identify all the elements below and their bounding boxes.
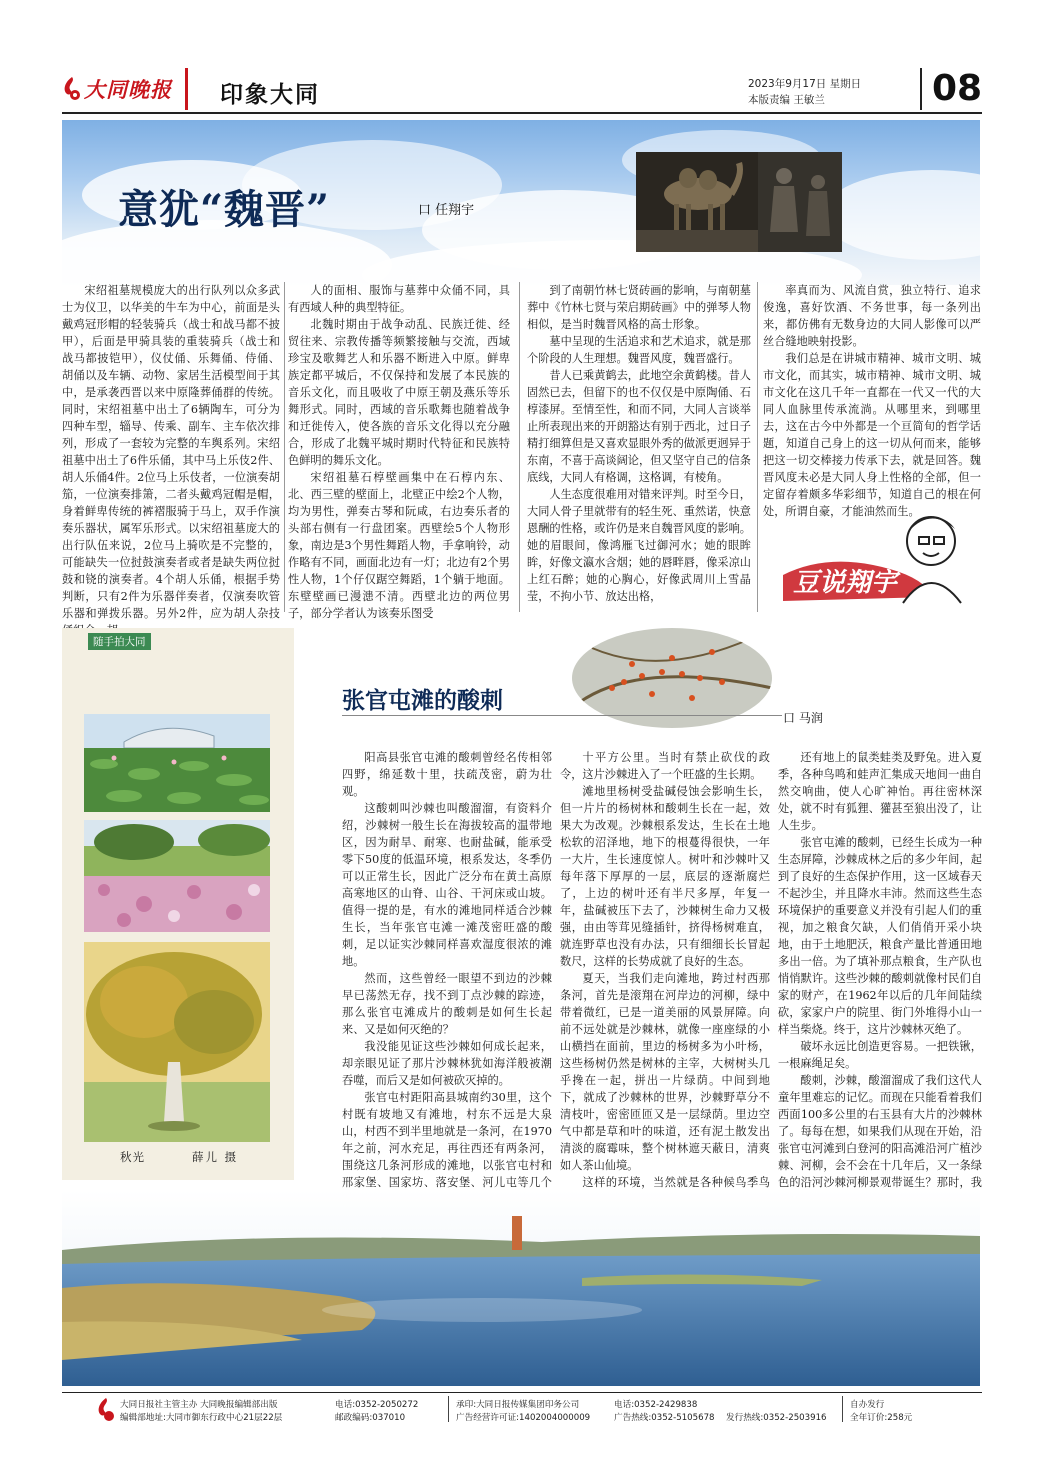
newspaper-logo [62, 70, 180, 108]
header-rule [62, 112, 982, 114]
lake-landscape-photo [62, 1190, 980, 1386]
footer-distribution-phone: 发行热线:0352-2503916 [726, 1413, 827, 1423]
paragraph: 我们总是在讲城市精神、城市文明、城市文化，而其实，城市精神、城市文明、城市文化在这几千年一直都在一代又一代的大同人血脉里传承流淌。从哪里来，到哪里去，这在古今中外都是一个亘简旬的哲学话题，知道自己身上的这一切从何而来，能够把这一切交棒接力传承下去，就是回答。魏晋风度未必是大同人身上性格的全部，但一定留存着颇多华彩细节，知道自己的根在何处，所谓自豪，才能油然而生。 [763, 352, 981, 518]
paragraph: 宋绍祖墓石椁壁画集中在石椁内东、北、西三壁的壁面上，北壁正中绘2个人物，均为男性，弹奏古琴和阮咸，右边奏乐者的头部右侧有一行盘团案。西壁绘5个人物形象，南边是3个男性舞蹈人物，手拿响铃，动作略有不同，画面北边有一灯；北边有2个男性人物，1个仔仅踞空舞蹈，1个躺于地面。东壁壁画已漫漶不清。西壁北边的两位男子，部分学者认为该奏乐图受 [288, 471, 510, 620]
article-author: 口 任翔宇 [418, 203, 475, 218]
sea-buckthorn-berry-photo [572, 628, 772, 728]
footer-sponsor: 大同日报社主管主办 大同晚报编辑部出版 [120, 1400, 278, 1410]
article1-column-1 [62, 282, 280, 639]
article1-column-2 [288, 282, 510, 622]
footer-postcode: 邮政编码:037010 [335, 1413, 406, 1423]
header-divider [920, 68, 922, 110]
paragraph: 阳高县张官屯滩的酸刺曾经名传相邻四野，绵延数十里，扶疏茂密，蔚为壮观。 [342, 751, 552, 798]
paragraph: 到了南朝竹林七贤砖画的影响，与南朝墓葬中《竹林七贤与荣启期砖画》中的弹琴人物相似，是当时魏晋风格的高士形象。 [527, 284, 751, 331]
footer-ad-phone: 广告热线:0352-5105678 [614, 1413, 715, 1423]
footer-rule [62, 1392, 982, 1393]
footer-price: 全年订价:258元 [850, 1413, 913, 1423]
paragraph: 昔人已乘黄鹤去，此地空余黄鹤楼。昔人固然已去，但留下的也不仅仅是中原陶俑、石椁漆屏。至情至性，和而不同，大同人言谈举止所表现出来的开朗豁达有别于西北，过日子精打细算但是又喜欢显眼外秀的做派更迥异于东南，不喜于高谈阔论，但又坚守自己的信条底线，大同人有格调，这格调，有棱角。 [527, 369, 751, 484]
article-title: 意犹“魏晋” [118, 186, 331, 233]
issue-date: 2023年9月17日 星期日 [748, 78, 862, 90]
article2-title-rule [342, 715, 782, 716]
footer-printer-phone: 电话:0352-2429838 [614, 1400, 698, 1410]
autumn-tree-photo [84, 942, 270, 1142]
paragraph: 宋绍祖墓规模庞大的出行队列以众多武士为仪卫，以华美的牛车为中心，前面是头戴鸡冠形帽的轻装骑兵（战士和战马都不披甲），后面是甲骑具装的重装骑兵（战士和战马都披铠甲），仪仗俑、乐舞俑、侍俑、胡俑以及车辆、动物、家居生活模型间于其中，是承袭西晋以来中原隆葬俑群的传统。同时，宋绍祖墓中出土了6辆陶车，可分为四种车型，辎导、传乘、副车、主车依次排列，形成了一套较为完整的车舆系列。宋绍祖墓中出土了6件乐俑，其中马上乐伎2件、胡人乐俑4件。2位马上乐伎者，一位演奏胡笳，一位演奏排箫，二者头戴鸡冠帽是帽，身着鲜卑传统的裤褶服骑于马上，双手作演奏乐器状，属军乐形式。以宋绍祖墓庞大的出行队伍来说，2位马上骑吹是不完整的，可能缺失一位挝鼓演奏者或者是缺失两位挝鼓和铙的演奏者。4个胡人乐俑，根据手势判断，只有2件为乐器伴奏者，仅演奏吹管乐器和弹拨乐器。另外2件，应为胡人杂技 [62, 284, 280, 620]
photo-caption: 秋光 [120, 1150, 145, 1164]
photo-credit: 薛儿 摄 [192, 1150, 239, 1164]
paragraph: 张官屯滩的酸刺，已经生长成为一种生态屏障，沙棘成林之后的多少年间，起到了良好的生态保护作用，这一区域春天不起沙尘，并且降水丰沛。然而这些生态环境保护的重要意义并没有引起人们的重视，加之粮食欠缺，人们俏俏开采小块地，由于土地肥沃，粮食产量比普通田地多出一倍。为了填补那点粮食，生产队也悄悄默许。这些沙棘的酸刺就像村民们自家的财产，在1962年以后的几年间陆续砍，家家户户的院里、街门外堆得小山一样当柴烧。终于，这片沙棘林灭绝了。 [778, 836, 982, 1036]
article2-column-2 [560, 749, 770, 1225]
column-divider [757, 282, 758, 612]
paragraph: 我没能见证这些沙棘如何成长起来，却亲眼见证了那片沙棘林犹如海洋般被潮吞噬，而后又是如何被砍灭掉的。 [342, 1040, 552, 1087]
logo-text: 大同晚报 [84, 78, 172, 102]
article2-column-3 [778, 749, 982, 1208]
paragraph: 这酸刺叫沙棘也叫酸溜溜，有资料介绍，沙棘树一般生长在海拔较高的温带地区，因为耐旱、耐寒、也耐盐碱，能承受零下50度的低温环境，根系发达，冬季仍可以正常生长，因此广泛分布在黄土高原高寒地区的山脊、山谷、干河床或山坡。值得一提的是，有水的滩地同样适合沙棘生长，当年张官屯滩一滩茂密旺盛的酸刺，足以证实沙棘同样喜欢湿度很浓的滩地。 [342, 802, 552, 968]
paragraph: 酸刺，沙棘，酸溜溜成了我们这代人童年里难忘的记忆。而现在只能看着我们西面100多公里的右玉县有大片的沙棘林了。每每在想，如果我们从现在开始，沿张官屯河滩到白登河的阳高滩沿河广植沙棘、河柳，会不会在十几年后，又一条绿色的沿河沙棘河柳景观带诞生？那时，我 [778, 1074, 982, 1189]
paragraph: 北魏时期由于战争动乱、民族迁徙、经贸往来、宗教传播等频繁接触与交流，西域珍宝及歌舞艺人和乐器不断进入中原。鲜卑族定都平城后，不仅保持和发展了本民族的音乐文化，而且吸收了中原王朝及燕乐等乐舞形式。同时，西域的音乐歌舞也随着战争和迁徙传入，使各族的音乐文化得以充分融合，形成了北魏平城时期时代特征和民族特色鲜明的舞乐文化。 [288, 318, 510, 467]
page-number: 08 [932, 68, 983, 109]
paragraph: 滩地里杨树受盐碱侵蚀会影响生长，但一片片的杨树林和酸刺生长在一起，效果大为改观。沙棘根系发达，生长在土地松软的沼泽地，地下的根蔓得很快，一年一大片，生长速度惊人。树叶和沙棘叶又每年落下厚厚的一层，底层的逐渐腐烂了，上边的树叶还有半尺多厚，年复一年，盐碱被压下去了，沙棘树生命力又极强，由由等茸见缝插针，挤得杨树难直，就连野草也没有办法，只有细细长长冒起数尺，这样的长势成就了良好的生态。 [560, 785, 770, 968]
logo-flame-icon [62, 76, 82, 102]
lotus-pond-photo [84, 714, 270, 812]
section-title: 印象大同 [220, 82, 320, 108]
paragraph: 这样的环境，当然就是各种候鸟季鸟 [582, 1176, 770, 1189]
paragraph: 率真而为、风流自赏，独立特行、追求俊逸，喜好饮酒、不务世事，每一条列出来，都仿佛有无数身边的大同人影像可以严丝合缝地映射投影。 [763, 284, 981, 348]
paragraph: 墓中呈现的生活追求和艺术追求，就是那个阶段的人生理想。魏晋风度，魏晋盛行。 [527, 335, 751, 365]
footer-license: 广告经营许可证:1402004000009 [456, 1413, 591, 1423]
photo-column-tag: 随手拍大同 [88, 633, 151, 650]
footer-divider [842, 1396, 843, 1422]
article1-column-3 [527, 282, 751, 605]
article1-column-4 [763, 282, 981, 520]
footer-divider [448, 1396, 449, 1422]
article2-title: 张官屯滩的酸刺 [342, 687, 503, 714]
paragraph: 破坏永远比创造更容易。一把铁锹，一根麻绳足矣。 [778, 1040, 982, 1070]
footer-phone: 电话:0352-2050272 [335, 1400, 419, 1410]
article2-author: 口 马润 [783, 711, 823, 725]
column-divider [284, 282, 285, 612]
paragraph: 十平方公里。当时有禁止砍伐的政令，这片沙棘进入了一个旺盛的生长期。 [560, 751, 770, 781]
signature-text: 豆说翔宇 [793, 568, 898, 598]
paragraph: 张官屯村距阳高县城南约30里，这个村既有坡地又有滩地，村东不远是大泉山，村西不到半里地就是一条河，在1970年之前，河水充足，再往西还有两条河，围绕这几条河形成的滩地，以张官屯村和邢家堡、国家坊、落安堡、河儿屯等几个 [342, 1091, 552, 1189]
paragraph: 人生态度很难用对错来评判。时至今日，大同人骨子里就带有的轻生死、重然诺，快意恩酬的性格，或许仍是来自魏晋风度的影响。她的眉眼间，像鸿雁飞过御河水；她的眼眸眸，好像文瀛水含烟；她的唇畔唇，像采凉山上红石醉；她的心胸心，好像武周川上雪晶莹，不拘小节、放达出格， [527, 488, 751, 603]
paragraph: 夏天，当我们走向滩地，跨过村西那条河，首先是滚翔在河岸边的河柳，绿中带着微红，已是一道美丽的风景屏障。向前不远处就是沙棘林，就像一座座绿的小山横挡在面前，里边的杨树多为小叶杨，这些杨树仍然是树林的主宰，大树树头几乎搀在一起，拼出一片绿荫。中间到地下，就成了沙棘林的世界，沙棘野草分不清枝叶，密密匝匝又是一层绿荫。里边空气中都是草和叶的味道，还有泥土散发出清淡的腐霉味，整个树林遮天蔽日，清爽如人茶山仙境。 [560, 972, 770, 1172]
paragraph: 然而，这些曾经一眼望不到边的沙棘早已荡然无存，找不到丁点沙棘的踪迹，那么张官屯滩成片的酸刺是如何生长起来、又是如何灭绝的？ [342, 972, 552, 1036]
column-divider [519, 282, 520, 612]
author-portrait-signature [783, 505, 973, 605]
footer-distribution: 自办发行 [850, 1400, 885, 1410]
page-editor: 本版责编 王敏兰 [748, 94, 825, 106]
paragraph: 人的面相、服饰与墓葬中众俑不同，具有西域人种的典型特征。 [288, 284, 510, 314]
camel-figurine-photo [636, 152, 758, 252]
footer-address: 编辑部地址:大同市御东行政中心21层22层 [120, 1413, 283, 1423]
footer-logo-icon [96, 1396, 116, 1424]
flower-garden-photo [84, 820, 270, 932]
footer-printer: 承印:大同日报传媒集团印务公司 [456, 1400, 580, 1410]
paragraph: 还有地上的鼠类蛙类及野兔。进入夏季，各种鸟鸣和蛙声汇集成天地间一曲自然交响曲，使人心旷神怡。再往密林深处，就不时有狐狸、獾甚至狼出没了，让人生步。 [778, 751, 982, 832]
warrior-figurine-photo [758, 152, 842, 252]
logo-divider [185, 68, 188, 110]
article2-column-1 [342, 749, 552, 1242]
